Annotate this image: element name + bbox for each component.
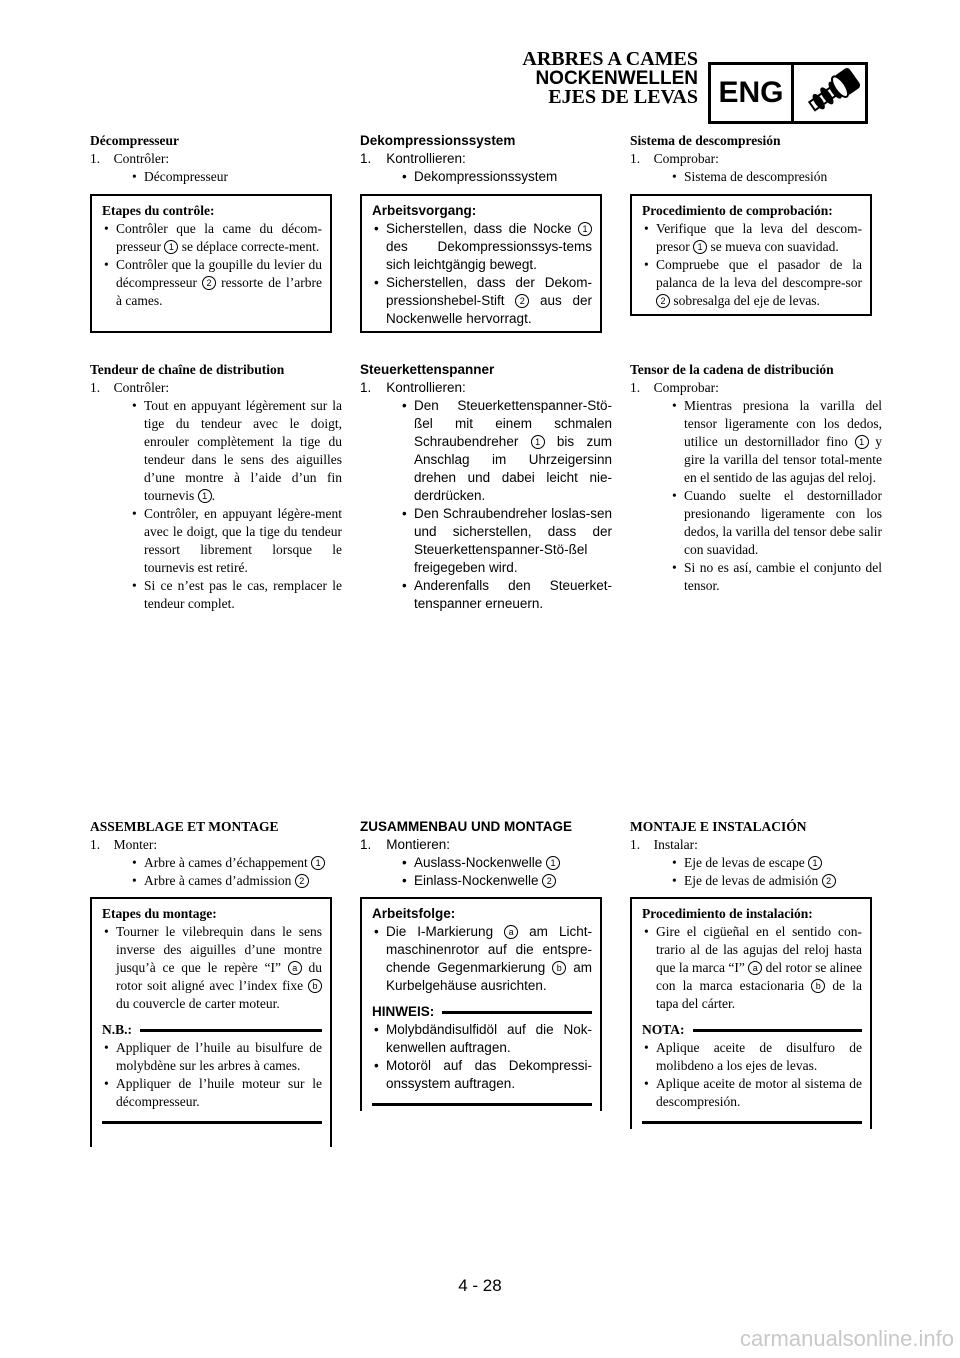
es-tensioner-item-3: • Si no es así, cambie el conjunto del tensor. — [630, 559, 882, 595]
fr-assembly-steps-box — [90, 897, 332, 1147]
callout-1: 1 — [311, 856, 325, 870]
fr-assembly-bullet-1: • Tourner le vilebrequin dans le sens inverse des aiguilles d’une montre jusqu’à ce que le repère “I” a du rotor soit aligné avec l’index fixe b du couvercle de carter moteur. — [102, 923, 322, 1013]
de-assembly-steps-box — [360, 897, 602, 1111]
de-note-bullet-2: • Motoröl auf das Dekompressi-onssystem auftragen. — [372, 1057, 592, 1093]
es-decompressor-section — [630, 132, 882, 186]
footer-watermark: carmanualsonline.info — [739, 1326, 954, 1351]
de-assembly-box-title: Arbeitsfolge: — [372, 906, 456, 921]
fr-tensioner-title: Tendeur de chaîne de distribution — [90, 362, 285, 377]
de-tensioner-item-1: • Den Steuerkettenspanner-Stö-ßel mit einem schmalen Schraubendreher 1 bis zum Anschlag im Uhrzeigersinn drehen und dabei leicht nie-derdrücken. — [360, 397, 612, 505]
title-french: ARBRES A CAMES — [522, 48, 698, 70]
es-assembly-item-2: • Eje de levas de admisión 2 — [630, 872, 882, 890]
de-assembly-title: ZUSAMMENBAU UND MONTAGE — [360, 819, 572, 834]
es-check-steps-box — [630, 194, 872, 316]
de-tensioner-section — [360, 361, 612, 613]
callout-2: 2 — [202, 276, 216, 290]
fr-note-bullet-1: • Appliquer de l’huile au bisulfure de molybdène sur les arbres à cames. — [102, 1039, 322, 1075]
camshaft-icon — [794, 65, 868, 121]
de-assembly-step: 1. Montieren: — [360, 837, 451, 852]
callout-1: 1 — [855, 435, 869, 449]
es-check-bullet-1: • Verifique que la leva del descom-presor 1 se mueva con suavidad. — [642, 220, 862, 256]
callout-a: a — [288, 961, 302, 975]
fr-decompressor-item: • Décompresseur — [90, 168, 342, 186]
fr-decompressor-step: 1. Contrôler: — [90, 151, 170, 166]
es-tensioner-item-1: • Mientras presiona la varilla del tensor ligeramente con los dedos, utilice un destornillador fino 1 y gire la varilla del tensor total-mente en el sentido de las agujas del reloj. — [630, 397, 882, 487]
de-decompressor-title: Dekompressionssystem — [360, 133, 516, 148]
callout-1: 1 — [198, 489, 212, 503]
fr-note-bullet-2: • Appliquer de l’huile moteur sur le décompresseur. — [102, 1075, 322, 1111]
de-check-steps-box — [360, 194, 602, 333]
callout-1: 1 — [164, 240, 178, 254]
de-check-box-title: Arbeitsvorgang: — [372, 203, 477, 218]
de-tensioner-item-2: • Den Schraubendreher loslas-sen und sicherstellen, dass der Steuerkettenspanner-Stö-ßel freigegeben wird. — [360, 505, 612, 577]
callout-a: a — [748, 961, 762, 975]
callout-1: 1 — [693, 240, 707, 254]
es-tensioner-item-2: • Cuando suelte el destornillador presionando ligeramente con los dedos, la varilla del tensor debe salir con suavidad. — [630, 487, 882, 559]
fr-note-header — [102, 1021, 322, 1039]
es-note-header — [642, 1021, 862, 1039]
de-check-bullet-2: • Sicherstellen, dass der Dekom-pressionshebel-Stift 2 aus der Nockenwelle hervorragt. — [372, 274, 592, 328]
fr-decompressor-title: Décompresseur — [90, 133, 179, 148]
es-tensioner-step: 1. Comprobar: — [630, 380, 719, 395]
de-tensioner-item-3: • Anderenfalls den Steuerket-tenspanner erneuern. — [360, 577, 612, 613]
fr-check-bullet-1: • Contrôler que la came du décom-presseur 1 se déplace correcte-ment. — [102, 220, 322, 256]
callout-a: a — [504, 925, 518, 939]
callout-b: b — [552, 961, 566, 975]
fr-note-label: N.B.: — [102, 1022, 132, 1037]
callout-1: 1 — [808, 856, 822, 870]
es-note-label: NOTA: — [642, 1022, 685, 1037]
es-assembly-section — [630, 818, 882, 890]
page-number: 4 - 28 — [458, 1276, 502, 1295]
es-note-bullet-2: • Aplique aceite de motor al sistema de descompresión. — [642, 1075, 862, 1111]
callout-2: 2 — [295, 874, 309, 888]
fr-assembly-title: ASSEMBLAGE ET MONTAGE — [90, 819, 279, 834]
es-decompressor-title: Sistema de descompresión — [630, 133, 781, 148]
es-assembly-bullet-1: • Gire el cigüeñal en el sentido con-trario al de las agujas del reloj hasta que la marca “I” a del rotor se alinee con la marca estacionaria b de la tapa del cárter. — [642, 923, 862, 1013]
de-decompressor-section — [360, 132, 612, 186]
es-assembly-step: 1. Instalar: — [630, 837, 698, 852]
eng-label: ENG — [711, 65, 794, 121]
de-note-label: HINWEIS: — [372, 1004, 435, 1019]
de-tensioner-title: Steuerkettenspanner — [360, 362, 495, 377]
fr-assembly-step: 1. Monter: — [90, 837, 158, 852]
es-assembly-item-1: • Eje de levas de escape 1 — [630, 854, 882, 872]
fr-tensioner-step: 1. Contrôler: — [90, 380, 170, 395]
fr-tensioner-section — [90, 361, 342, 613]
callout-2: 2 — [515, 294, 529, 308]
es-check-bullet-2: • Compruebe que el pasador de la palanca de la leva del descompre-sor 2 sobresalga del eje de levas. — [642, 256, 862, 310]
es-assembly-box-title: Procedimiento de instalación: — [642, 906, 813, 921]
fr-decompressor-section — [90, 132, 342, 186]
fr-assembly-item-2: • Arbre à cames d’admission 2 — [90, 872, 342, 890]
title-spanish: EJES DE LEVAS — [548, 86, 698, 108]
es-note-end-rule — [642, 1121, 862, 1124]
de-assembly-item-2: • Einlass-Nockenwelle 2 — [360, 872, 612, 890]
callout-1: 1 — [546, 856, 560, 870]
es-tensioner-title: Tensor de la cadena de distribución — [630, 362, 834, 377]
callout-2: 2 — [542, 874, 556, 888]
callout-2: 2 — [656, 294, 670, 308]
es-tensioner-section — [630, 361, 882, 595]
de-tensioner-step: 1. Kontrollieren: — [360, 380, 466, 395]
callout-b: b — [811, 979, 825, 993]
callout-2: 2 — [822, 874, 836, 888]
de-assembly-bullet-1: • Die I-Markierung a am Licht-maschinenrotor auf die entspre-chende Gegenmarkierung b am Kurbelgehäuse ausrichten. — [372, 923, 592, 995]
fr-note-end-rule — [102, 1121, 322, 1124]
fr-tensioner-item-1: • Tout en appuyant légèrement sur la tige du tendeur avec le doigt, enrouler complètement la tige du tendeur dans le sens des aiguilles d’une montre à l’aide d’un fin tournevis 1 . — [90, 397, 342, 505]
de-assembly-section — [360, 818, 612, 890]
fr-check-bullet-2: • Contrôler que la goupille du levier du décompresseur 2 ressorte de l’arbre à cames. — [102, 256, 322, 310]
de-note-end-rule — [372, 1103, 592, 1106]
es-assembly-steps-box — [630, 897, 872, 1129]
eng-chapter-badge — [708, 62, 868, 124]
section-header — [522, 50, 698, 107]
es-assembly-title: MONTAJE E INSTALACIÓN — [630, 819, 807, 834]
fr-assembly-box-title: Etapes du montage: — [102, 906, 217, 921]
fr-assembly-item-1: • Arbre à cames d’échappement 1 — [90, 854, 342, 872]
es-note-bullet-1: • Aplique aceite de disulfuro de molibdeno a los ejes de levas. — [642, 1039, 862, 1075]
callout-b: b — [308, 979, 322, 993]
es-check-box-title: Procedimiento de comprobación: — [642, 203, 833, 218]
de-note-bullet-1: • Molybdändisulfidöl auf die Nok-kenwellen auftragen. — [372, 1021, 592, 1057]
de-note-header — [372, 1003, 592, 1021]
de-decompressor-item: • Dekompressionssystem — [360, 168, 612, 186]
fr-tensioner-item-2: • Contrôler, en appuyant légère-ment avec le doigt, que la tige du tendeur ressort librement lorsque le tournevis est retiré. — [90, 505, 342, 577]
title-german: NOCKENWELLEN — [535, 68, 698, 89]
callout-1: 1 — [578, 222, 592, 236]
de-assembly-item-1: • Auslass-Nockenwelle 1 — [360, 854, 612, 872]
es-decompressor-step: 1. Comprobar: — [630, 151, 719, 166]
de-decompressor-step: 1. Kontrollieren: — [360, 151, 466, 166]
fr-tensioner-item-3: • Si ce n’est pas le cas, remplacer le tendeur complet. — [90, 577, 342, 613]
de-check-bullet-1: • Sicherstellen, dass die Nocke 1 des Dekompressionssys-tems sich leichtgängig bewegt. — [372, 220, 592, 274]
es-decompressor-item: • Sistema de descompresión — [630, 168, 882, 186]
callout-1: 1 — [531, 435, 545, 449]
fr-check-box-title: Etapes du contrôle: — [102, 203, 215, 218]
fr-assembly-section — [90, 818, 342, 890]
fr-check-steps-box — [90, 194, 332, 333]
